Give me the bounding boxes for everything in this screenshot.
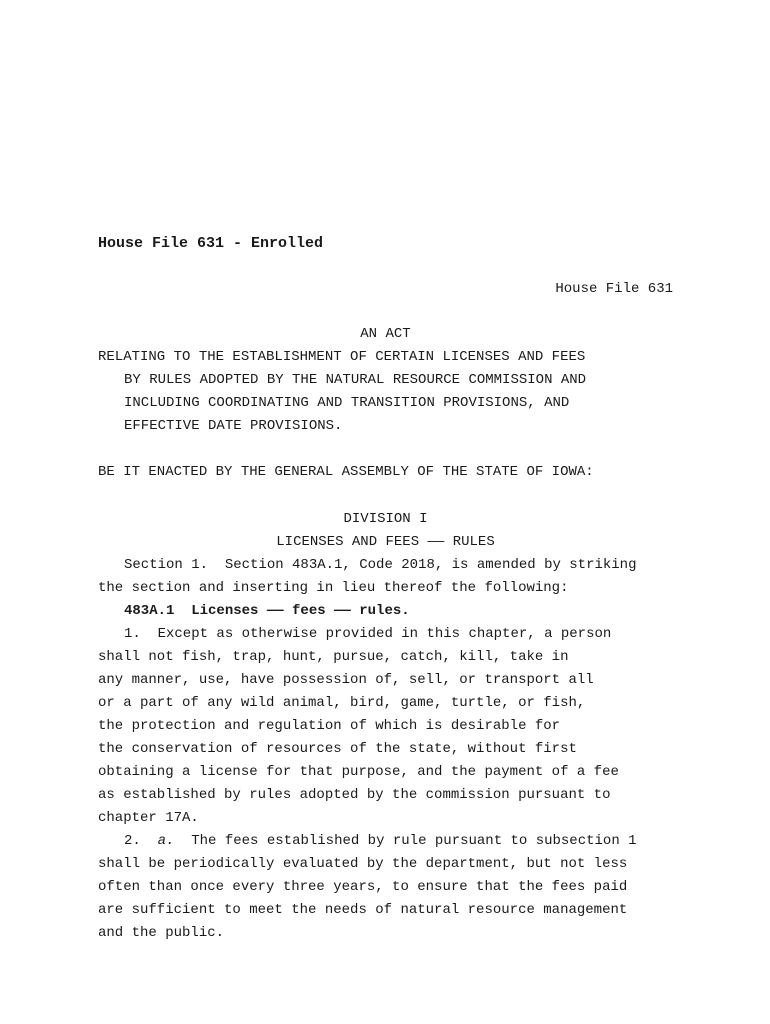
paragraph-letter: a. [157, 833, 175, 849]
document-title: House File 631 - Enrolled [98, 235, 324, 252]
relating-line: RELATING TO THE ESTABLISHMENT OF CERTAIN LICENSES AND FEES [98, 349, 586, 365]
paragraph-line: shall be periodically evaluated by the department, but not less [98, 856, 628, 872]
relating-line: BY RULES ADOPTED BY THE NATURAL RESOURCE COMMISSION AND [124, 372, 587, 388]
division-subtitle: LICENSES AND FEES —— RULES [276, 534, 495, 550]
paragraph-line: as established by rules adopted by the commission pursuant to [98, 787, 611, 803]
paragraph-line: chapter 17A. [98, 810, 199, 826]
paragraph-line: and the public. [98, 925, 225, 941]
file-number: House File 631 [555, 281, 673, 297]
paragraph-line: obtaining a license for that purpose, and the payment of a fee [98, 764, 619, 780]
enacting-clause: BE IT ENACTED BY THE GENERAL ASSEMBLY OF THE STATE OF IOWA: [98, 464, 594, 480]
paragraph-line: the protection and regulation of which is desirable for [98, 718, 561, 734]
code-section-heading: 483A.1 Licenses —— fees —— rules. [124, 603, 410, 619]
paragraph-line: any manner, use, have possession of, sell, or transport all [98, 672, 594, 688]
paragraph-line: shall not fish, trap, hunt, pursue, catch, kill, take in [98, 649, 569, 665]
section-line: Section 1. Section 483A.1, Code 2018, is amended by striking [124, 557, 637, 573]
paragraph-line: often than once every three years, to ensure that the fees paid [98, 879, 628, 895]
paragraph-line: the conservation of resources of the state, without first [98, 741, 577, 757]
section-line: the section and inserting in lieu thereof the following: [98, 580, 569, 596]
paragraph-line: are sufficient to meet the needs of natural resource management [98, 902, 628, 918]
paragraph-line: or a part of any wild animal, bird, game, turtle, or fish, [98, 695, 586, 711]
subsection-first-line [124, 833, 637, 849]
division-title: DIVISION I [343, 511, 428, 527]
paragraph-line: 1. Except as otherwise provided in this chapter, a person [124, 626, 612, 642]
relating-line: EFFECTIVE DATE PROVISIONS. [124, 418, 343, 434]
relating-line: INCLUDING COORDINATING AND TRANSITION PROVISIONS, AND [124, 395, 570, 411]
act-heading: AN ACT [360, 326, 411, 342]
subsection-number: 2. [124, 833, 141, 849]
subsection-text: The fees established by rule pursuant to subsection 1 [191, 833, 637, 849]
